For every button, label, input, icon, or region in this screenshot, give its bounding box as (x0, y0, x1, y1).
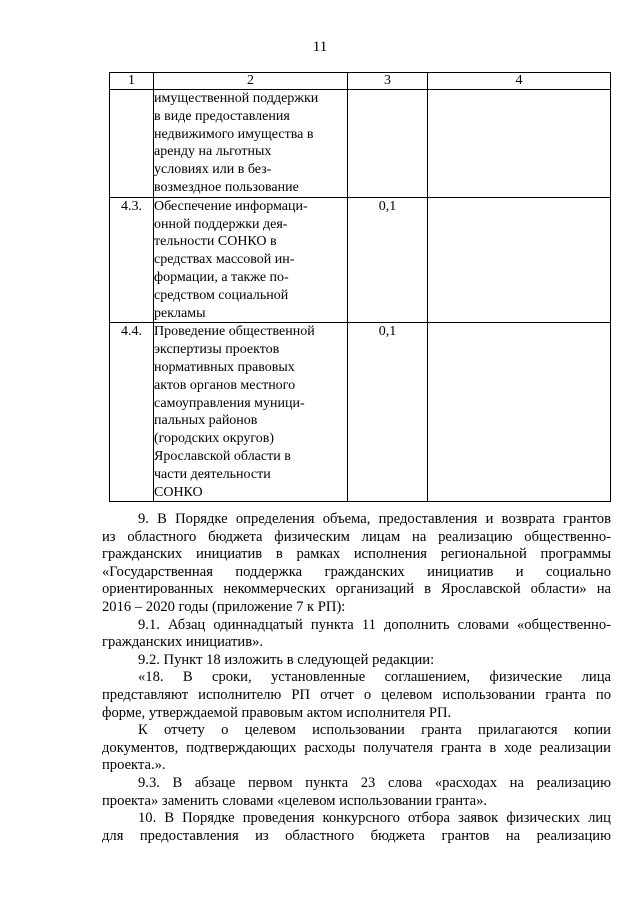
description-line: средствах массовой ин- (154, 252, 295, 268)
description-line: имущественной поддержки (154, 91, 319, 106)
description-line: Обеспечение информаци- (154, 198, 308, 214)
paragraph-line: форме, утверждаемой правовым актом исполнителя РП. (102, 704, 452, 721)
row-description (154, 90, 348, 198)
description-line: части деятельности (154, 466, 271, 482)
description-line: (городских округов) (154, 431, 275, 447)
description-line: экспертизы проектов (154, 342, 280, 358)
description-line: условиях или в без- (154, 162, 272, 178)
row-value: 0,1 (348, 197, 428, 323)
column-header: 4 (428, 73, 611, 90)
row-note (428, 90, 611, 198)
description-line: СОНКО (154, 484, 203, 500)
description-line: рекламы (154, 305, 206, 321)
paragraph-line: проекта» заменить словами «целевом использовании гранта». (102, 792, 488, 809)
description-line: средством социальной (154, 287, 289, 303)
paragraph-line: «18. В сроки, установленные соглашением, физические лица (138, 669, 611, 686)
description-line: в виде предоставления (154, 108, 290, 124)
paragraph-line: гражданских инициатив». (102, 634, 264, 651)
paragraph (102, 617, 611, 652)
paragraph-line: «Государственная поддержка гражданских инициатив и социально (102, 563, 611, 580)
column-header: 1 (110, 73, 154, 90)
paragraph-line: проекта.». (102, 757, 166, 774)
row-number: 4.3. (110, 197, 154, 323)
column-header: 2 (154, 73, 348, 90)
table-row (110, 90, 611, 198)
paragraph-line: документов, подтверждающих расходы получателя гранта в ходе реализации (102, 739, 611, 756)
description-line: формации, а также по- (154, 269, 289, 285)
row-description (154, 323, 348, 502)
description-line: недвижимого имущества в (154, 126, 314, 142)
paragraph-line: ориентированных некоммерческих организаций в Ярославской области» на (102, 581, 611, 598)
row-number (110, 90, 154, 198)
paragraph-line: из областного бюджета физическим лицам на реализацию общественно- (102, 528, 611, 545)
description-line: Ярославской области в (154, 448, 291, 464)
description-line: возмездное пользование (154, 179, 299, 195)
table-row (110, 323, 611, 502)
paragraph-line: 9.3. В абзаце первом пункта 23 слова «расходах на реализацию (138, 774, 611, 791)
row-value (348, 90, 428, 198)
paragraph (102, 669, 611, 722)
table-row (110, 197, 611, 323)
description-line: пальных районов (154, 413, 258, 429)
paragraph-line: 9.2. Пункт 18 изложить в следующей редакции: (138, 651, 435, 668)
paragraph-line: 2016 – 2020 годы (приложение 7 к РП): (102, 598, 346, 615)
paragraph (102, 511, 611, 617)
table-header-row (110, 73, 611, 90)
paragraph (102, 810, 611, 845)
description-line: актов органов местного (154, 377, 296, 393)
description-line: нормативных правовых (154, 359, 295, 375)
column-header: 3 (348, 73, 428, 90)
row-note (428, 323, 611, 502)
paragraph (102, 652, 611, 670)
paragraph-line: 9.1. Абзац одиннадцатый пункта 11 дополнить словами «общественно- (138, 616, 611, 633)
paragraph-line: 9. В Порядке определения объема, предоставления и возврата грантов (138, 511, 611, 527)
program-table (109, 72, 611, 502)
paragraph-line: представляют исполнителю РП отчет о целевом использовании гранта по (102, 686, 611, 703)
description-line: онной поддержки дея- (154, 216, 288, 232)
row-value: 0,1 (348, 323, 428, 502)
paragraph (102, 775, 611, 810)
description-line: аренду на льготных (154, 144, 272, 160)
description-line: самоуправления муници- (154, 395, 305, 411)
page-number: 11 (312, 39, 328, 55)
paragraph-line: 10. В Порядке проведения конкурсного отбора заявок физических лиц (138, 810, 611, 827)
paragraph (102, 722, 611, 775)
paragraph-line: К отчету о целевом использовании гранта прилагаются копии (138, 722, 611, 739)
description-line: тельности СОНКО в (154, 234, 277, 250)
row-number: 4.4. (110, 323, 154, 502)
row-note (428, 197, 611, 323)
body-text (102, 511, 611, 845)
row-description (154, 197, 348, 323)
description-line: Проведение общественной (154, 324, 315, 340)
paragraph-line: для предоставления из областного бюджета грантов на реализацию (102, 827, 611, 844)
paragraph-line: гражданских инициатив в рамках исполнения региональной программы (102, 546, 611, 563)
